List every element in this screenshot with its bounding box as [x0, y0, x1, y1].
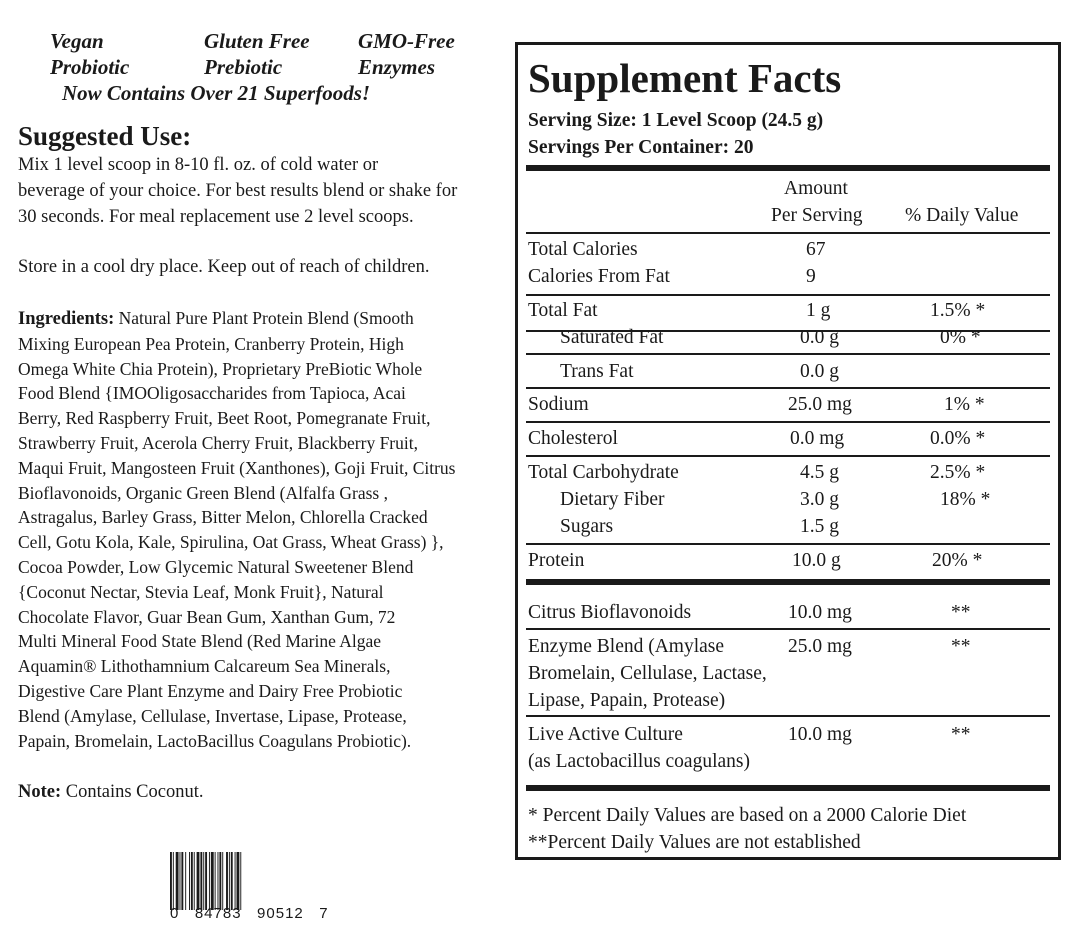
nutrient-amount: 10.0 g	[792, 550, 841, 571]
supplement-facts-panel	[515, 42, 1061, 860]
ingredients-label: Ingredients:	[18, 309, 115, 329]
row-divider	[526, 421, 1050, 423]
nutrient-daily-value: 2.5% *	[930, 462, 986, 483]
nutrient-amount: 25.0 mg	[788, 394, 852, 415]
barcode-bar	[191, 852, 193, 910]
nutrient-amount: 25.0 mg	[788, 636, 852, 657]
claims-row-3	[48, 80, 508, 106]
nutrient-daily-value: 20% *	[932, 550, 983, 571]
nutrient-amount: 0.0 g	[800, 361, 839, 382]
nutrient-daily-value: **	[951, 602, 971, 623]
thick-divider-top	[526, 165, 1050, 171]
nutrient-daily-value: **	[951, 636, 971, 657]
nutrient-daily-value: **	[951, 724, 971, 745]
ingredients-line-4: Food Blend {IMOOligosaccharides from Tapioca, Acai	[18, 383, 406, 404]
nutrient-name: Total Fat	[528, 300, 598, 321]
nutrient-amount: 4.5 g	[800, 462, 839, 483]
barcode-bar	[189, 852, 190, 910]
nutrient-name: Lipase, Papain, Protease)	[528, 690, 726, 711]
header-amount: Amount	[784, 178, 848, 199]
nutrient-amount: 1 g	[806, 300, 831, 321]
header-daily-value: % Daily Value	[905, 205, 1019, 226]
claim-enzymes: Enzymes	[358, 55, 436, 79]
ingredients-line-14: Multi Mineral Food State Blend (Red Marine Algae	[18, 631, 382, 652]
ingredients-line-6: Strawberry Fruit, Acerola Cherry Fruit, Blackberry Fruit,	[18, 432, 418, 453]
nutrient-daily-value: 0% *	[940, 327, 981, 348]
barcode-bar	[231, 852, 233, 910]
ingredients-line-13: Chocolate Flavor, Guar Bean Gum, Xanthan Gum, 72	[18, 606, 396, 627]
product-claims	[48, 28, 508, 106]
nutrient-name: Trans Fat	[560, 361, 634, 382]
claim-probiotic: Probiotic	[50, 55, 130, 79]
nutrient-name: Enzyme Blend (Amylase	[528, 636, 725, 657]
barcode-bar	[203, 852, 204, 910]
nutrient-name: Calories From Fat	[528, 266, 670, 287]
ingredients-line-18: Papain, Bromelain, LactoBacillus Coagulans Probiotic).	[18, 730, 412, 751]
nutrient-daily-value: 18% *	[940, 489, 991, 510]
directions-column	[18, 120, 510, 805]
claim-gluten-free: Gluten Free	[204, 29, 310, 53]
ingredients-line-12: {Coconut Nectar, Stevia Leaf, Monk Fruit}, Natural	[18, 581, 384, 602]
row-divider	[526, 579, 1050, 585]
nutrient-name: Bromelain, Cellulase, Lactase,	[528, 663, 767, 684]
nutrient-amount: 10.0 mg	[788, 724, 852, 745]
nutrient-amount: 9	[806, 266, 816, 287]
nutrient-amount: 0.0 mg	[790, 428, 845, 449]
ingredients-line-16: Digestive Care Plant Enzyme and Dairy Free Probiotic	[18, 680, 403, 701]
ingredients-line-3: Omega White Chia Protein), Proprietary PreBiotic Whole	[18, 358, 423, 379]
nutrient-name: Total Calories	[528, 239, 638, 260]
claims-row-2	[48, 54, 508, 80]
barcode-bar	[209, 852, 210, 910]
claim-gmo-free: GMO-Free	[358, 29, 455, 53]
nutrient-daily-value: 1% *	[944, 394, 985, 415]
ingredients-line-9: Astragalus, Barley Grass, Bitter Melon, Chlorella Cracked	[18, 507, 428, 528]
row-divider	[526, 455, 1050, 457]
barcode-graphic	[170, 852, 268, 910]
supplement-facts-title: Supplement Facts	[528, 55, 842, 101]
nutrient-name: Total Carbohydrate	[528, 462, 679, 483]
ingredients-line-1	[18, 306, 510, 332]
barcode-bar	[215, 852, 216, 910]
nutrient-name: Dietary Fiber	[560, 489, 665, 510]
barcode-bar	[185, 852, 186, 910]
nutrient-amount: 10.0 mg	[788, 602, 852, 623]
barcode-bar	[173, 852, 174, 910]
barcode-digits: 0 84783 90512 7	[170, 905, 329, 922]
nutrient-name: (as Lactobacillus coagulans)	[528, 751, 750, 772]
ingredients-line-15: Aquamin® Lithothamnium Calcareum Sea Minerals,	[18, 656, 391, 677]
barcode-bar	[205, 852, 207, 910]
nutrient-amount: 0.0 g	[800, 327, 839, 348]
claims-row-1	[48, 28, 508, 54]
ingredients-block	[18, 306, 510, 753]
ingredients-line-7: Maqui Fruit, Mangosteen Fruit (Xanthones), Goji Fruit, Citrus	[18, 457, 456, 478]
ingredients-line-11: Cocoa Powder, Low Glycemic Natural Sweetener Blend	[18, 556, 414, 577]
row-divider	[526, 715, 1050, 717]
nutrient-name: Protein	[528, 550, 585, 571]
barcode-bar	[200, 852, 202, 910]
claim-vegan: Vegan	[50, 29, 104, 53]
nutrient-name: Cholesterol	[528, 428, 618, 449]
barcode-bar	[226, 852, 228, 910]
suggested-use-line-1: Mix 1 level scoop in 8-10 fl. oz. of cold water or	[18, 155, 379, 175]
thick-divider-bottom	[526, 785, 1050, 791]
nutrient-amount: 1.5 g	[800, 516, 839, 537]
serving-size: Serving Size: 1 Level Scoop (24.5 g)	[528, 110, 824, 131]
storage-instructions: Store in a cool dry place. Keep out of reach of children.	[18, 257, 430, 277]
suggested-use-line-2: beverage of your choice. For best results blend or shake for	[18, 181, 458, 201]
barcode-bar	[229, 852, 230, 910]
nutrient-name: Live Active Culture	[528, 724, 683, 745]
ingredients-line-17: Blend (Amylase, Cellulase, Invertase, Lipase, Protease,	[18, 705, 407, 726]
barcode-bar	[176, 852, 179, 910]
ingredients-line-2: Mixing European Pea Protein, Cranberry Protein, High	[18, 333, 404, 354]
nutrient-name: Sugars	[560, 516, 614, 537]
header-per-serving: Per Serving	[771, 205, 863, 226]
barcode-bar	[237, 852, 240, 910]
barcode-bar	[197, 852, 200, 910]
servings-per-container: Servings Per Container: 20	[528, 137, 754, 158]
ingredients-text: Natural Pure Plant Protein Blend (Smooth	[114, 308, 414, 328]
note-label: Note:	[18, 782, 62, 803]
nutrient-name: Citrus Bioflavonoids	[528, 602, 692, 623]
note	[18, 779, 510, 805]
footnote-daily-values: * Percent Daily Values are based on a 2000 Calorie Diet	[528, 805, 967, 826]
barcode-bar	[219, 852, 221, 910]
header-divider	[526, 232, 1050, 234]
barcode-bar	[235, 852, 236, 910]
suggested-use-title: Suggested Use:	[18, 121, 192, 151]
superfoods-claim: Now Contains Over 21 Superfoods!	[62, 81, 371, 105]
row-divider	[526, 294, 1050, 296]
nutrient-amount: 3.0 g	[800, 489, 839, 510]
note-text: Contains Coconut.	[61, 782, 204, 803]
ingredients-line-10: Cell, Gotu Kola, Kale, Spirulina, Oat Grass, Wheat Grass) },	[18, 532, 444, 553]
row-divider	[526, 543, 1050, 545]
nutrient-name: Saturated Fat	[560, 327, 664, 348]
nutrient-amount: 67	[806, 239, 826, 260]
row-divider	[526, 353, 1050, 355]
barcode-bar	[180, 852, 181, 910]
ingredients-lines	[18, 332, 510, 754]
nutrient-daily-value: 0.0% *	[930, 428, 986, 449]
nutrient-name: Sodium	[528, 394, 589, 415]
row-divider	[526, 628, 1050, 630]
barcode-bar	[240, 852, 241, 910]
nutrient-daily-value: 1.5% *	[930, 300, 986, 321]
footnote-not-established: **Percent Daily Values are not established	[528, 832, 861, 853]
barcode-bar	[181, 852, 183, 910]
barcode-bar	[194, 852, 195, 910]
ingredients-line-5: Berry, Red Raspberry Fruit, Beet Root, Pomegranate Fruit,	[18, 408, 431, 429]
suggested-use-line-3: 30 seconds. For meal replacement use 2 level scoops.	[18, 207, 414, 227]
claim-prebiotic: Prebiotic	[204, 55, 283, 79]
barcode-bar	[170, 852, 172, 910]
row-divider	[526, 387, 1050, 389]
barcode-bar	[218, 852, 219, 910]
barcode-bar	[222, 852, 223, 910]
barcode-bar	[211, 852, 214, 910]
ingredients-line-8: Bioflavonoids, Organic Green Blend (Alfalfa Grass ,	[18, 482, 388, 503]
